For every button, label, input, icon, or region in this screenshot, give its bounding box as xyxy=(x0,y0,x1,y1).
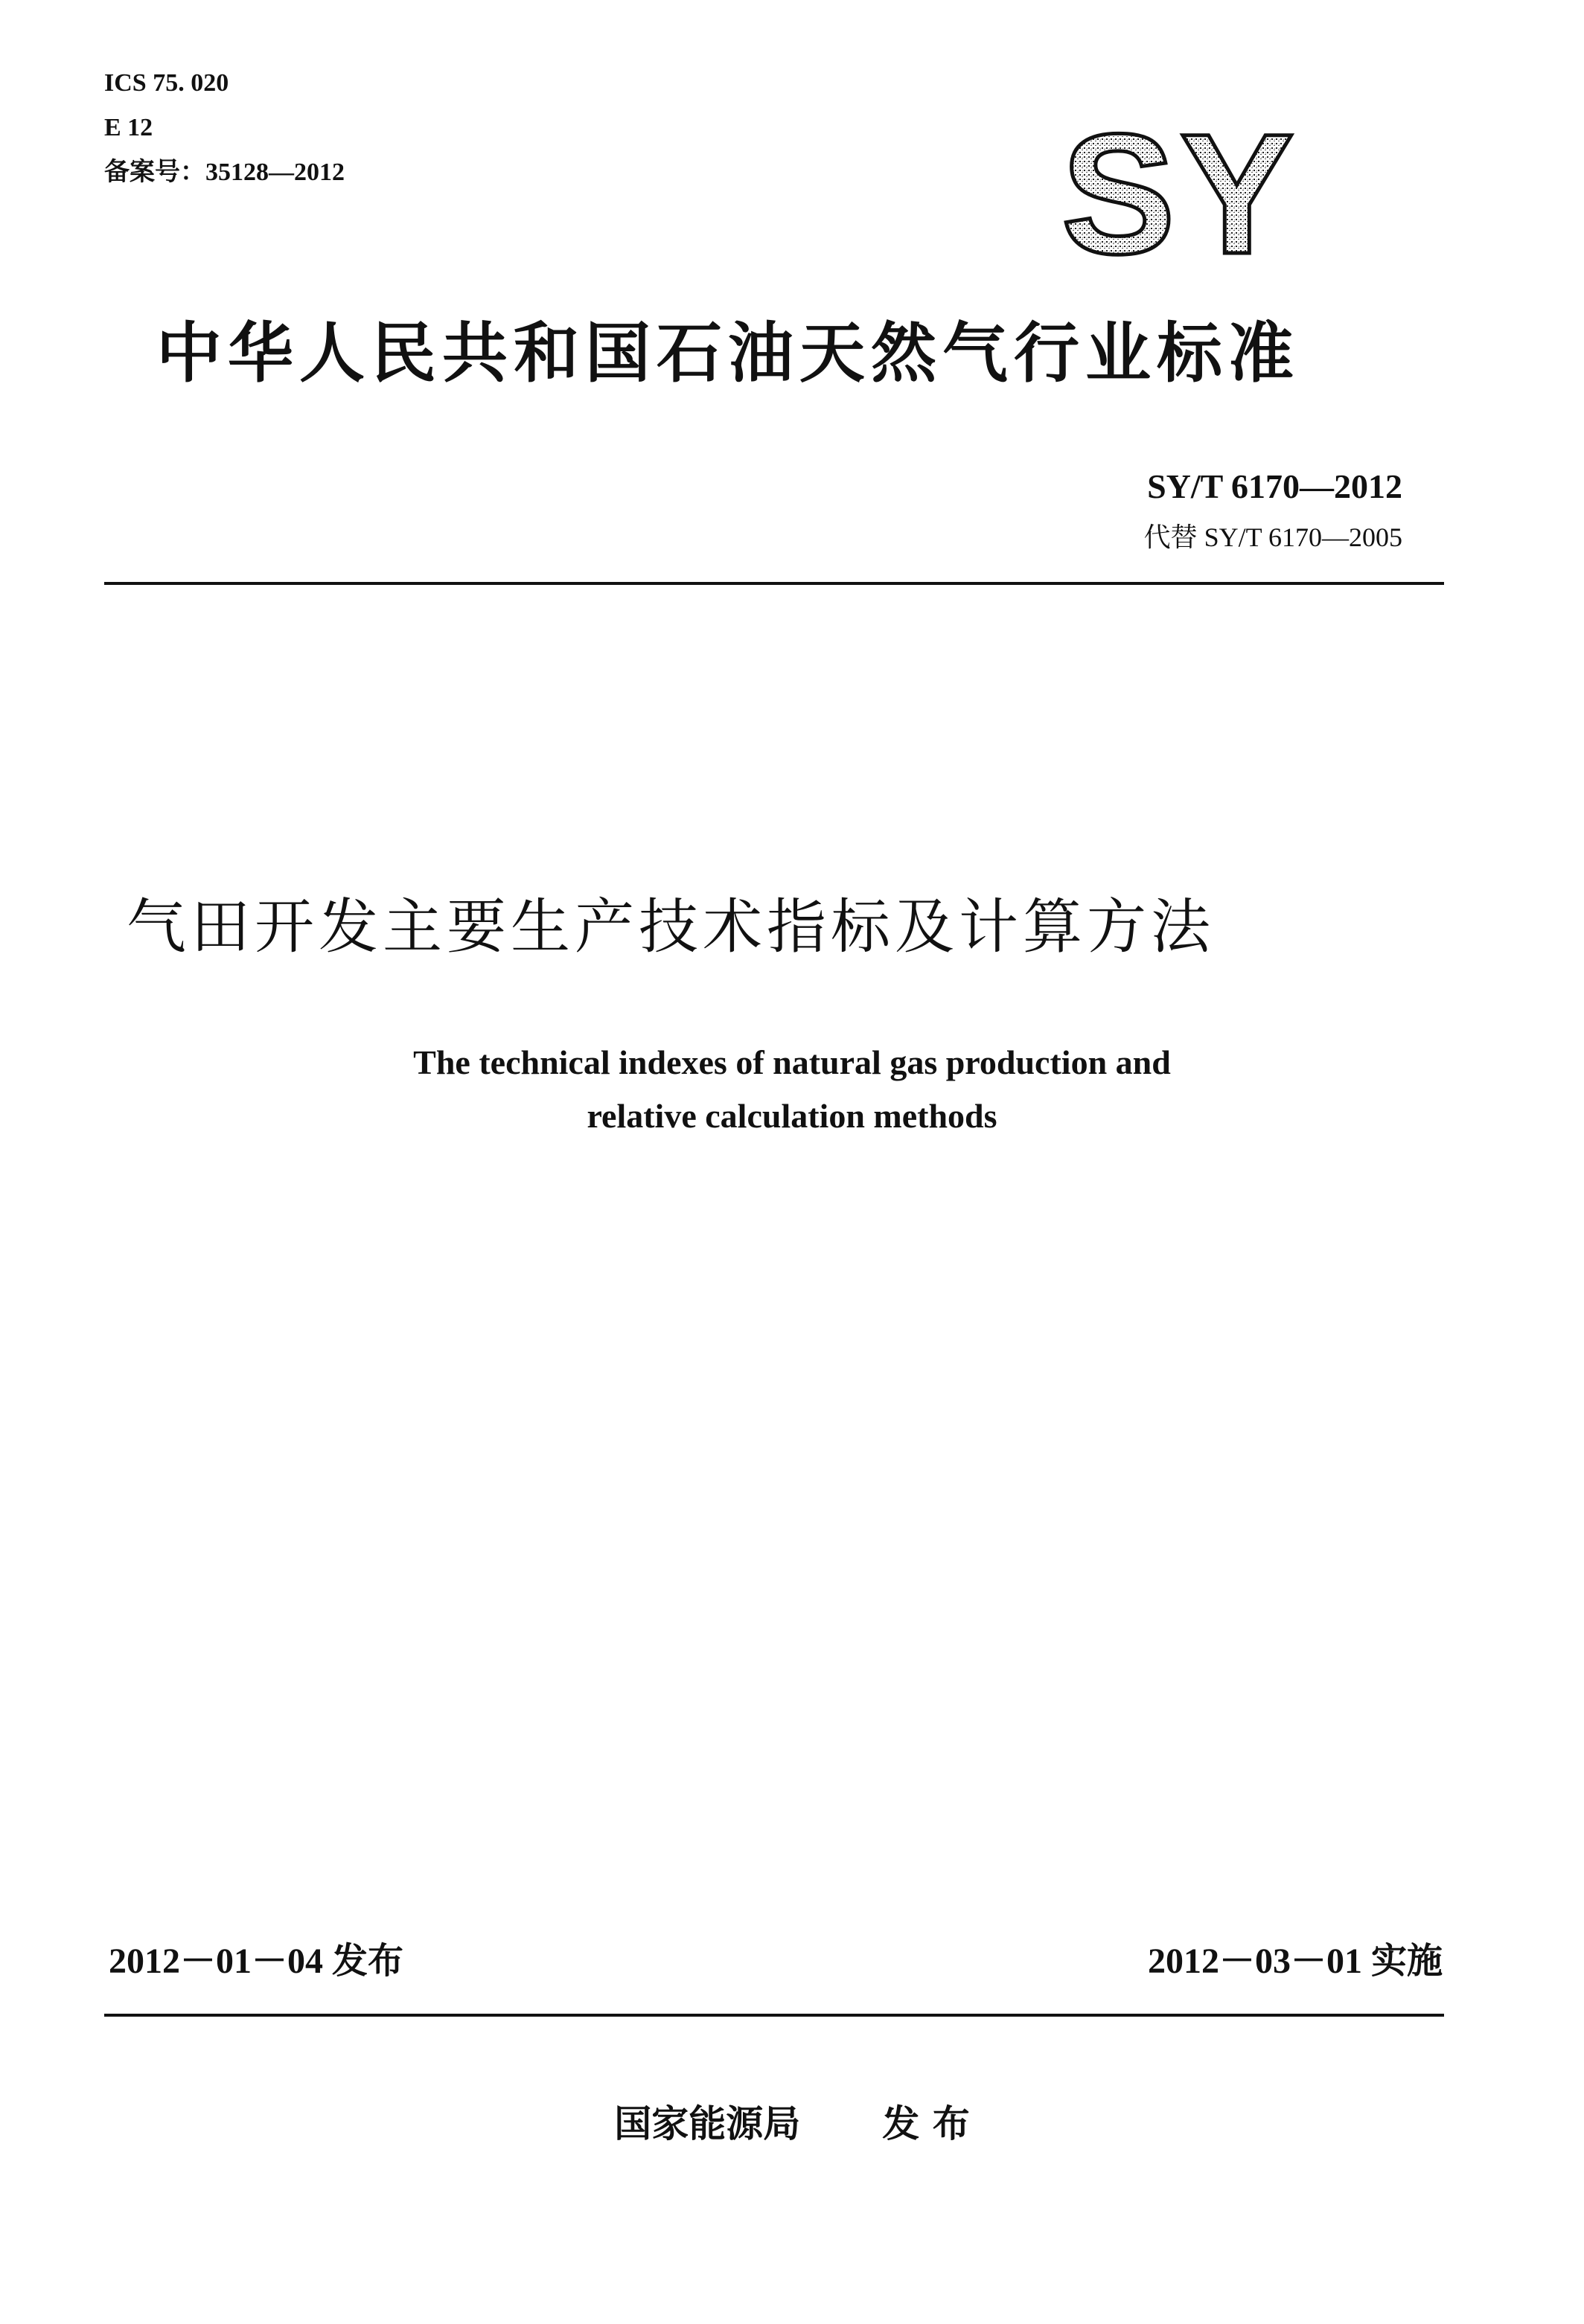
sy-logo-text: SY xyxy=(1061,112,1299,268)
title-english-line-1: The technical indexes of natural gas production and xyxy=(413,1043,1171,1081)
publisher-action: 发 布 xyxy=(882,2102,970,2145)
sy-logo xyxy=(1035,112,1325,268)
replaces-standard: 代替 SY/T 6170—2005 xyxy=(1143,522,1402,552)
publisher-line xyxy=(0,2100,1584,2148)
title-english-line-2: relative calculation methods xyxy=(587,1097,997,1135)
bottom-divider xyxy=(104,2014,1444,2017)
ics-code: ICS 75. 020 xyxy=(104,69,229,97)
standard-number: SY/T 6170—2012 xyxy=(1147,467,1402,505)
industry-standard-heading: 中华人民共和国石油天然气行业标准 xyxy=(156,315,1300,391)
issue-date: 2012－01－04 发布 xyxy=(109,1942,404,1981)
title-chinese: 气田开发主要生产技术指标及计算方法 xyxy=(127,892,1215,961)
top-divider xyxy=(104,582,1444,585)
publisher-name: 国家能源局 xyxy=(614,2102,801,2145)
implementation-date: 2012－03－01 实施 xyxy=(1147,1942,1443,1981)
ccs-code: E 12 xyxy=(104,114,153,141)
filing-number: 备案号：35128—2012 xyxy=(104,159,345,186)
